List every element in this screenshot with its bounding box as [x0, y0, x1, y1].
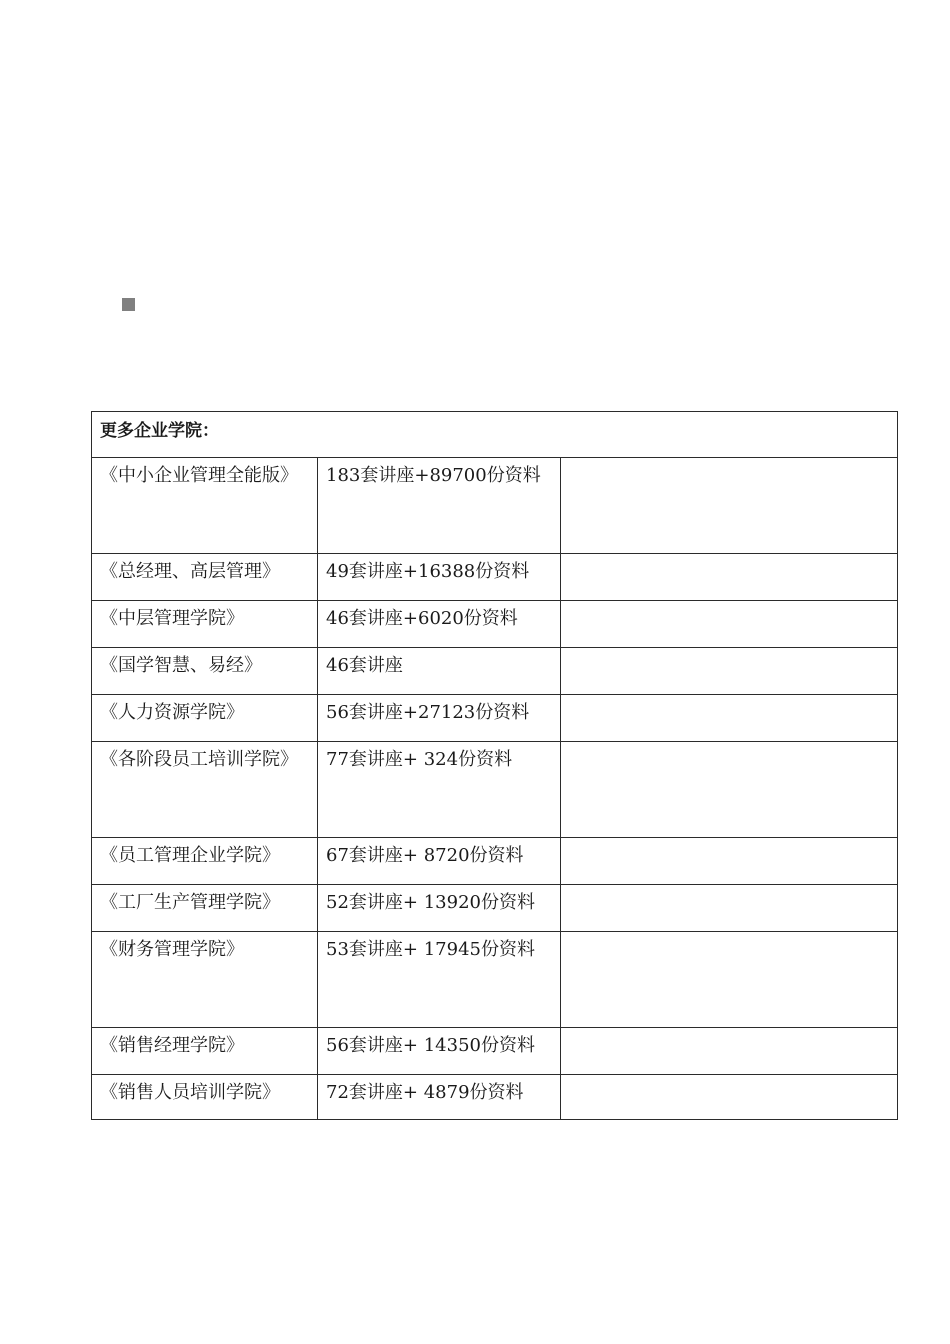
academy-content-cell: [318, 742, 561, 838]
academy-content-cell: [318, 458, 561, 554]
empty-cell: [561, 648, 898, 695]
empty-cell: [561, 1028, 898, 1075]
empty-cell: [561, 601, 898, 648]
academy-content-cell: [318, 1075, 561, 1120]
table-header-text: 更多企业学院：: [100, 421, 219, 441]
empty-cell: [561, 1075, 898, 1120]
academy-name: 《财务管理学院》: [100, 939, 244, 960]
empty-cell: [561, 742, 898, 838]
academy-content: 46套讲座+6020份资料: [326, 608, 518, 629]
academy-content: 56套讲座+27123份资料: [326, 702, 530, 723]
academy-content: 46套讲座: [326, 655, 403, 676]
empty-cell: [561, 932, 898, 1028]
empty-cell: [561, 838, 898, 885]
academy-name-cell: [92, 458, 318, 554]
academy-name-cell: [92, 1075, 318, 1120]
academy-content: 53套讲座+ 17945份资料: [326, 939, 535, 960]
table-row: [92, 742, 898, 838]
academy-name-cell: [92, 932, 318, 1028]
table-row: [92, 458, 898, 554]
academy-content: 72套讲座+ 4879份资料: [326, 1082, 524, 1103]
academy-content: 77套讲座+ 324份资料: [326, 749, 513, 770]
empty-cell: [561, 554, 898, 601]
academy-name: 《人力资源学院》: [100, 702, 244, 723]
academy-content: 183套讲座+89700份资料: [326, 465, 541, 486]
academy-name: 《工厂生产管理学院》: [100, 892, 280, 913]
academy-name: 《中小企业管理全能版》: [100, 465, 298, 486]
academy-name: 《中层管理学院》: [100, 608, 244, 629]
academy-name: 《员工管理企业学院》: [100, 845, 280, 866]
academy-name-cell: [92, 742, 318, 838]
academy-content: 52套讲座+ 13920份资料: [326, 892, 535, 913]
table-row: [92, 932, 898, 1028]
academy-name: 《各阶段员工培训学院》: [100, 749, 298, 770]
table-row: [92, 1075, 898, 1120]
academy-content: 56套讲座+ 14350份资料: [326, 1035, 535, 1056]
academy-content: 49套讲座+16388份资料: [326, 561, 530, 582]
empty-cell: [561, 885, 898, 932]
academy-table: [91, 411, 898, 1120]
academy-name: 《国学智慧、易经》: [100, 655, 262, 676]
academy-content-cell: [318, 932, 561, 1028]
academy-name: 《销售经理学院》: [100, 1035, 244, 1056]
academy-name: 《销售人员培训学院》: [100, 1082, 280, 1103]
empty-cell: [561, 458, 898, 554]
academy-name: 《总经理、高层管理》: [100, 561, 280, 582]
academy-content: 67套讲座+ 8720份资料: [326, 845, 524, 866]
bullet-square-icon: [122, 298, 135, 311]
empty-cell: [561, 695, 898, 742]
